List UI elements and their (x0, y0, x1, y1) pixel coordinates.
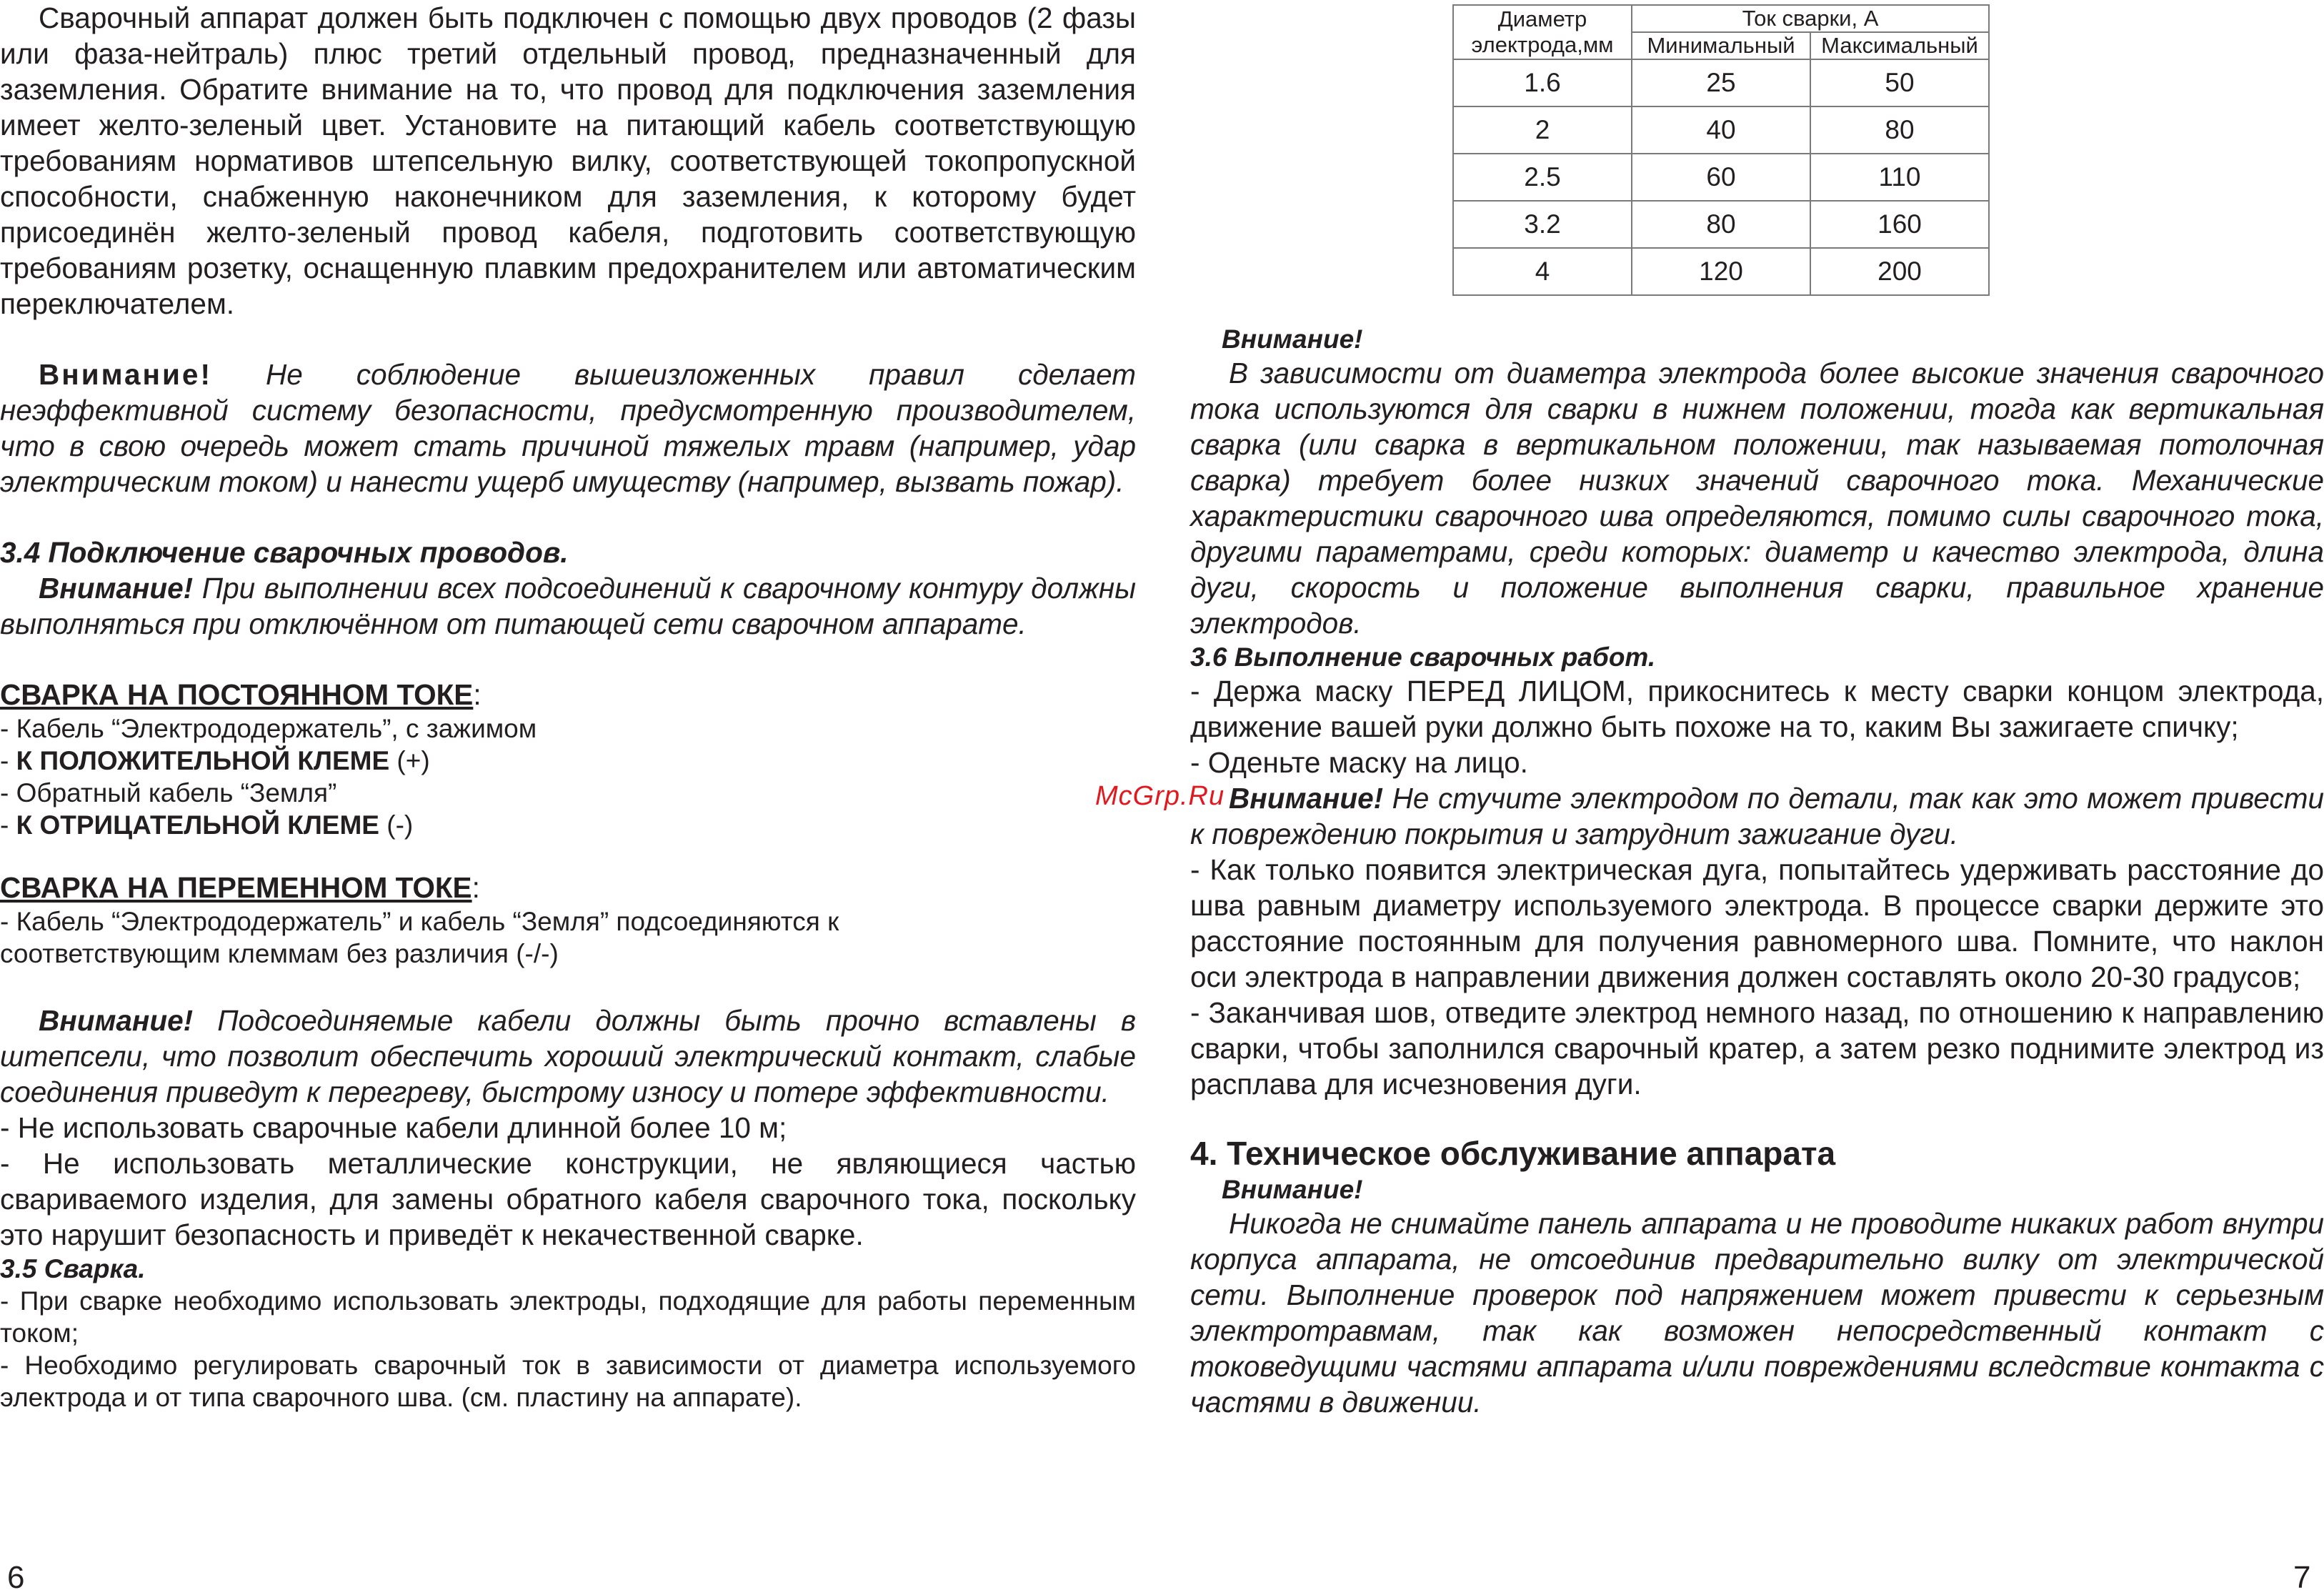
warning-current-positions: В зависимости от диаметра электрода более высокие значения сварочного тока используются для сварки в нижнем положении, тогда как вертикальная сварка (или сварка в вертикальном положении, так называемая потолочная сварка) требует более низких значений сварочного тока. Механические характеристики сварочного шва определяются, помимо силы сварочного тока, другими параметрами, среди которых: диаметр и качество электрода, длина дуги, скорость и положение выполнения сварки, правильное хранение электродов. (1190, 357, 2324, 640)
ac-title: СВАРКА НА ПЕРЕМЕННОМ ТОКЕ (0, 871, 472, 904)
table-header-current: Ток сварки, А (1632, 5, 1989, 32)
bullet-mask: - Оденьте маску на лицо. (1190, 746, 1528, 779)
warning-text: Не стучите электродом по детали, так как это может привести к повреждению покрытия и затруднит зажигание дуги. (1190, 782, 2324, 850)
table-cell-min: 25 (1632, 59, 1810, 106)
warning-label: Внимание! (39, 1004, 194, 1037)
dc-line-holder: - Кабель “Электрододержатель”, с зажимом (0, 714, 537, 743)
table-cell-diameter: 4 (1453, 248, 1632, 295)
warning-label: Внимание! (39, 358, 212, 391)
watermark: McGrp.Ru (1095, 781, 1225, 811)
dc-line-negative (0, 809, 1136, 841)
dash: - (0, 810, 16, 840)
bullet-current: - Необходимо регулировать сварочный ток в зависимости от диаметра используемого электрода и от типа сварочного шва. (см. пластину на аппарате). (0, 1351, 1136, 1412)
right-page (1190, 323, 2324, 1420)
section-3-5-title: 3.5 Сварка. (0, 1254, 146, 1283)
dc-line-positive (0, 745, 1136, 777)
warning-tapping (1190, 780, 2324, 852)
table-row (1453, 248, 1989, 295)
warning-label: Внимание! (39, 572, 194, 605)
table-cell-diameter: 3.2 (1453, 201, 1632, 248)
section-3-6-title: 3.6 Выполнение сварочных работ. (1190, 642, 1656, 672)
warning-text: Не соблюдение вышеизложенных правил сделает неэффективной систему безопасности, предусмотренную производителем, что в свою очередь может стать причиной тяжелых травм (например, удар электрическим током) и нанести ущерб имуществу (например, вызвать пожар). (0, 358, 1136, 498)
table-cell-diameter: 1.6 (1453, 59, 1632, 106)
table-cell-max: 160 (1810, 201, 1989, 248)
page-number-right: 7 (2293, 1560, 2311, 1595)
warning-connections (0, 570, 1136, 642)
bullet-strike-arc: - Держа маску ПЕРЕД ЛИЦОМ, прикоснитесь к месту сварки концом электрода, движение вашей руки должно быть похоже на то, каким Вы зажигаете спичку; (1190, 675, 2324, 743)
table-header-diameter: Диаметр электрода,мм (1453, 5, 1632, 59)
table-cell-max: 200 (1810, 248, 1989, 295)
dc-colon: : (473, 678, 482, 711)
bullet-electrodes: - При сварке необходимо использовать электроды, подходящие для работы переменным током; (0, 1286, 1136, 1348)
bullet-arc-distance: - Как только появится электрическая дуга, попытайтесь удерживать расстояние до шва равным диаметру используемого электрода. В процессе сварки держите это расстояние постоянным для получения равномерного шва. Помните, что наклон оси электрода в направлении движения должен составлять около 20-30 градусов; (1190, 853, 2324, 993)
ac-heading (0, 870, 1136, 905)
left-page (0, 0, 1136, 1413)
maintenance-text: Никогда не снимайте панель аппарата и не проводите никаких работ внутри корпуса аппарата, не отсоединив предварительно вилку от электрической сети. Выполнение проверок под напряжением может привести к серьезным электротравмам, так как возможен непосредственный контакт с токоведущими частями аппарата и/или повреждениями вследствие контакта с частями в движении. (1190, 1207, 2324, 1418)
positive-terminal: К ПОЛОЖИТЕЛЬНОЙ КЛЕМЕ (16, 746, 390, 775)
ac-text: - Кабель “Электрододержатель” и кабель “Земля” подсоединяются к соответствующим клеммам без различия (-/-) (0, 907, 839, 968)
table-cell-max: 110 (1810, 154, 1989, 201)
table-header-max: Максимальный (1810, 32, 1989, 59)
table-cell-min: 120 (1632, 248, 1810, 295)
warning-label-maintenance: Внимание! (1222, 1175, 1363, 1204)
page-number-left: 6 (7, 1560, 25, 1595)
warning-safety (0, 357, 1136, 500)
warning-text: При выполнении всех подсоединений к сварочному контуру должны выполняться при отключённом от питающей сети сварочном аппарате. (0, 572, 1136, 640)
ac-colon: : (472, 871, 480, 904)
table-row (1453, 154, 1989, 201)
table-row (1453, 59, 1989, 106)
warning-cables (0, 1003, 1136, 1110)
table-header-min: Минимальный (1632, 32, 1810, 59)
table-cell-diameter: 2.5 (1453, 154, 1632, 201)
welding-current-table (1452, 4, 1990, 296)
paragraph-connection: Сварочный аппарат должен быть подключен с помощью двух проводов (2 фазы или фаза-нейтраль) плюс третий отдельный провод, предназначенный для заземления. Обратите внимание на то, что провод для подключения заземления имеет желто-зеленый цвет. Установите на питающий кабель соответствующую требованиям нормативов штепсельную вилку, соответствующей токопропускной способности, снабженную наконечником для заземления, к которому будет присоединён желто-зеленый провод кабеля, подготовить соответствующую требованиям розетку, оснащенную плавким предохранителем или автоматическим переключателем. (0, 1, 1136, 320)
table-cell-max: 80 (1810, 106, 1989, 154)
table-row (1453, 201, 1989, 248)
negative-terminal: К ОТРИЦАТЕЛЬНОЙ КЛЕМЕ (16, 810, 379, 840)
dash: - (0, 746, 16, 775)
table-row (1453, 106, 1989, 154)
minus-sign: (-) (379, 810, 414, 840)
warning-label: Внимание! (1229, 782, 1384, 815)
warning-text: Подсоединяемые кабели должны быть прочно вставлены в штепсели, что позволит обеспечить хороший электрический контакт, слабые соединения приведут к перегреву, быстрому износу и потере эффективности. (0, 1004, 1136, 1108)
section-4-title: 4. Техническое обслуживание аппарата (1190, 1135, 1836, 1172)
dc-heading (0, 677, 1136, 712)
bullet-cable-length: - Не использовать сварочные кабели длинной более 10 м; (0, 1111, 787, 1144)
warning-label-right: Внимание! (1222, 324, 1363, 354)
dc-title: СВАРКА НА ПОСТОЯННОМ ТОКЕ (0, 678, 474, 711)
dc-line-ground: - Обратный кабель “Земля” (0, 778, 337, 808)
bullet-finish-seam: - Заканчивая шов, отведите электрод немного назад, по отношению к направлению сварки, чтобы заполнился сварочный кратер, а затем резко поднимите электрод из расплава для исчезновения дуги. (1190, 996, 2324, 1100)
plus-sign: (+) (389, 746, 430, 775)
table-cell-max: 50 (1810, 59, 1989, 106)
section-3-4-title: 3.4 Подключение сварочных проводов. (0, 536, 569, 569)
bullet-metal-structures: - Не использовать металлические конструкции, не являющиеся частью свариваемого изделия, для замены обратного кабеля сварочного тока, поскольку это нарушит безопасность и приведёт к некачественной сварке. (0, 1147, 1136, 1251)
table-cell-min: 80 (1632, 201, 1810, 248)
table-cell-min: 40 (1632, 106, 1810, 154)
table-cell-diameter: 2 (1453, 106, 1632, 154)
table-cell-min: 60 (1632, 154, 1810, 201)
